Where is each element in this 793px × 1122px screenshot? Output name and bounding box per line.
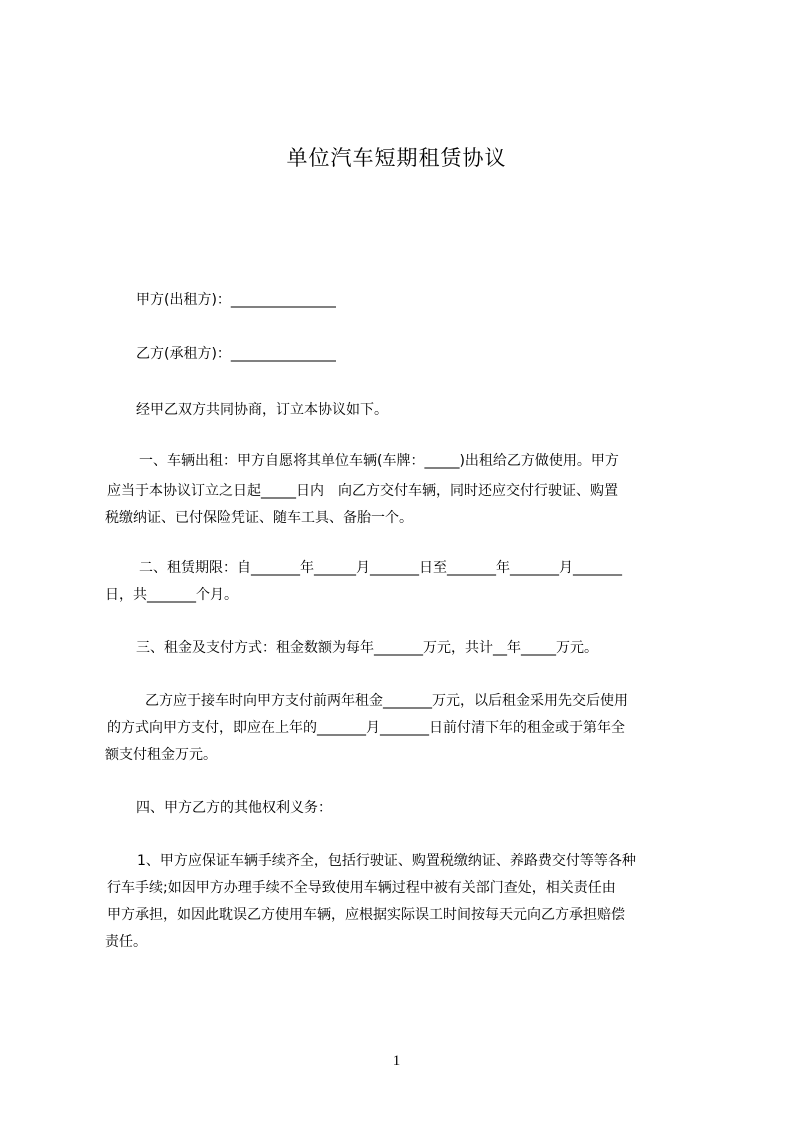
clause1-line1: 一、车辆出租：甲方自愿将其单位车辆(车牌：_____)出租给乙方做使用。甲方 (139, 453, 619, 469)
clause4-heading: 四、甲方乙方的其他权利义务： (136, 800, 332, 816)
party-a-line: 甲方(出租方)：_______________ (136, 292, 336, 308)
clause3-line1: 三、租金及支付方式：租金数额为每年_______万元，共计__年_____万元。 (136, 640, 598, 656)
clause1-line2: 应当于本协议订立之日起_____日内 向乙方交付车辆，同时还应交付行驶证、购置 (107, 483, 618, 499)
clause4-item1-line1: 1、甲方应保证车辆手续齐全，包括行驶证、购置税缴纳证、养路费交付等等各种 (137, 853, 636, 869)
party-b-line: 乙方(承租方)：_______________ (136, 346, 336, 362)
clause4-item1-line4: 责任。 (105, 934, 147, 950)
clause4-item1-line2: 行车手续;如因甲方办理手续不全导致使用车辆过程中被有关部门查处，相关责任由 (107, 880, 616, 896)
clause2-line2: 日，共_______个月。 (105, 587, 238, 603)
clause4-item1-line3: 甲方承担，如因此耽误乙方使用车辆，应根据实际误工时间按每天元向乙方承担赔偿 (107, 907, 625, 923)
payment-line2: 的方式向甲方支付，即应在上年的_______月_______日前付清下年的租金或于第年全 (107, 720, 625, 736)
clause1-line3: 税缴纳证、已付保险凭证、随车工具、备胎一个。 (105, 510, 413, 526)
payment-line1: 乙方应于接车时向甲方支付前两年租金_______万元，以后租金采用先交后使用 (145, 693, 628, 709)
document-title: 单位汽车短期租赁协议 (286, 146, 507, 170)
page-number: 1 (392, 1053, 401, 1069)
clause2-line1: 二、租赁期限：自_______年______月_______日至_______年_______月_______ (139, 560, 622, 576)
payment-line3: 额支付租金万元。 (105, 747, 217, 763)
intro-line: 经甲乙双方共同协商，订立本协议如下。 (136, 402, 388, 418)
